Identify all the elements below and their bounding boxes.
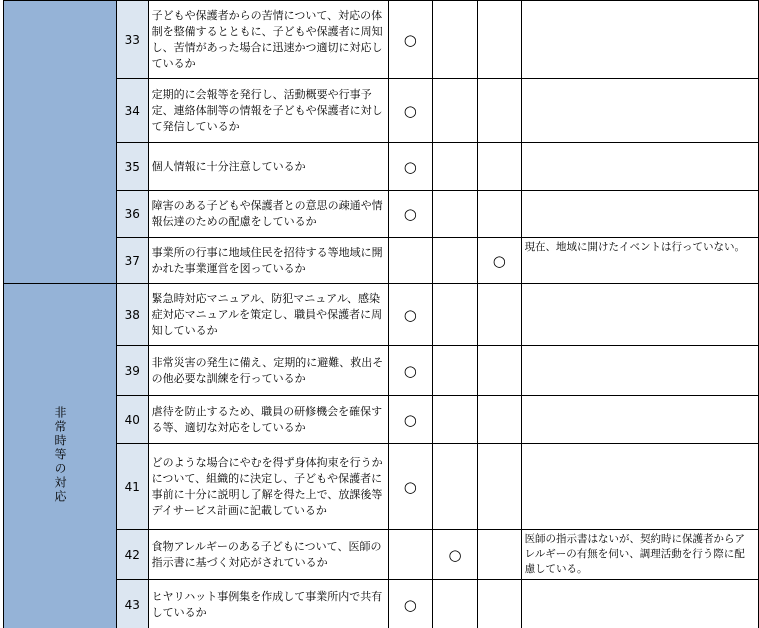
- item-number: 38: [117, 284, 149, 346]
- item-number: 37: [117, 238, 149, 284]
- answer-yes: ○: [388, 1, 432, 79]
- answer-yes: ○: [388, 396, 432, 444]
- answer-yes: ○: [388, 143, 432, 191]
- table-row: [4, 143, 759, 191]
- question-text: 緊急時対応マニュアル、防犯マニュアル、感染症対応マニュアルを策定し、職員や保護者に周知しているか: [148, 284, 388, 346]
- remarks-text: [521, 444, 758, 530]
- answer-no: [478, 79, 521, 143]
- category-cell: [4, 1, 117, 284]
- table-row: [4, 346, 759, 396]
- question-text: 定期的に会報等を発行し、活動概要や行事予定、連絡体制等の情報を子どもや保護者に対して発信しているか: [148, 79, 388, 143]
- remarks-text: [521, 191, 758, 238]
- answer-partial: [432, 191, 477, 238]
- table-row: [4, 444, 759, 530]
- answer-partial: [432, 444, 477, 530]
- table-row: [4, 580, 759, 628]
- answer-yes: ○: [388, 346, 432, 396]
- answer-no: [478, 346, 521, 396]
- remarks-text: [521, 284, 758, 346]
- answer-partial: ○: [432, 530, 477, 580]
- item-number: 34: [117, 79, 149, 143]
- answer-partial: [432, 1, 477, 79]
- answer-partial: [432, 396, 477, 444]
- answer-yes: ○: [388, 79, 432, 143]
- table-row: [4, 238, 759, 284]
- remarks-text: [521, 1, 758, 79]
- remarks-text: 現在、地域に開けたイベントは行っていない。: [521, 238, 758, 284]
- question-text: どのような場合にやむを得ず身体拘束を行うかについて、組織的に決定し、子どもや保護者に事前に十分に説明し了解を得た上で、放課後等デイサービス計画に記載しているか: [148, 444, 388, 530]
- table-row: [4, 191, 759, 238]
- item-number: 35: [117, 143, 149, 191]
- answer-partial: [432, 346, 477, 396]
- answer-yes: ○: [388, 191, 432, 238]
- remarks-text: [521, 79, 758, 143]
- answer-no: [478, 444, 521, 530]
- answer-partial: [432, 580, 477, 628]
- question-text: ヒヤリハット事例集を作成して事業所内で共有しているか: [148, 580, 388, 628]
- item-number: 40: [117, 396, 149, 444]
- item-number: 39: [117, 346, 149, 396]
- question-text: 非常災害の発生に備え、定期的に避難、救出その他必要な訓練を行っているか: [148, 346, 388, 396]
- answer-partial: [432, 238, 477, 284]
- remarks-text: 医師の指示書はないが、契約時に保護者からアレルギーの有無を伺い、調理活動を行う際に配慮している。: [521, 530, 758, 580]
- answer-no: [478, 284, 521, 346]
- answer-no: [478, 396, 521, 444]
- item-number: 42: [117, 530, 149, 580]
- table-row: [4, 284, 759, 346]
- answer-no: [478, 530, 521, 580]
- category-cell: [4, 284, 117, 628]
- answer-yes: [388, 530, 432, 580]
- item-number: 41: [117, 444, 149, 530]
- answer-partial: [432, 284, 477, 346]
- question-text: 障害のある子どもや保護者との意思の疎通や情報伝達のための配慮をしているか: [148, 191, 388, 238]
- question-text: 虐待を防止するため、職員の研修機会を確保する等、適切な対応をしているか: [148, 396, 388, 444]
- category-label: 非常時等の対応: [52, 406, 68, 504]
- remarks-text: [521, 143, 758, 191]
- question-text: 食物アレルギーのある子どもについて、医師の指示書に基づく対応がされているか: [148, 530, 388, 580]
- question-text: 子どもや保護者からの苦情について、対応の体制を整備するとともに、子どもや保護者に周知し、苦情があった場合に迅速かつ適切に対応しているか: [148, 1, 388, 79]
- table-body: [4, 1, 759, 628]
- answer-no: [478, 143, 521, 191]
- table-row: [4, 79, 759, 143]
- table-row: [4, 396, 759, 444]
- answer-no: [478, 1, 521, 79]
- remarks-text: [521, 396, 758, 444]
- answer-no: ○: [478, 238, 521, 284]
- answer-yes: ○: [388, 580, 432, 628]
- answer-partial: [432, 143, 477, 191]
- item-number: 36: [117, 191, 149, 238]
- item-number: 43: [117, 580, 149, 628]
- question-text: 事業所の行事に地域住民を招待する等地域に開かれた事業運営を図っているか: [148, 238, 388, 284]
- answer-no: [478, 191, 521, 238]
- answer-partial: [432, 79, 477, 143]
- answer-no: [478, 580, 521, 628]
- remarks-text: [521, 346, 758, 396]
- table-row: [4, 1, 759, 79]
- answer-yes: ○: [388, 284, 432, 346]
- answer-yes: ○: [388, 444, 432, 530]
- table-row: [4, 530, 759, 580]
- evaluation-table: [3, 0, 759, 628]
- remarks-text: [521, 580, 758, 628]
- answer-yes: [388, 238, 432, 284]
- item-number: 33: [117, 1, 149, 79]
- question-text: 個人情報に十分注意しているか: [148, 143, 388, 191]
